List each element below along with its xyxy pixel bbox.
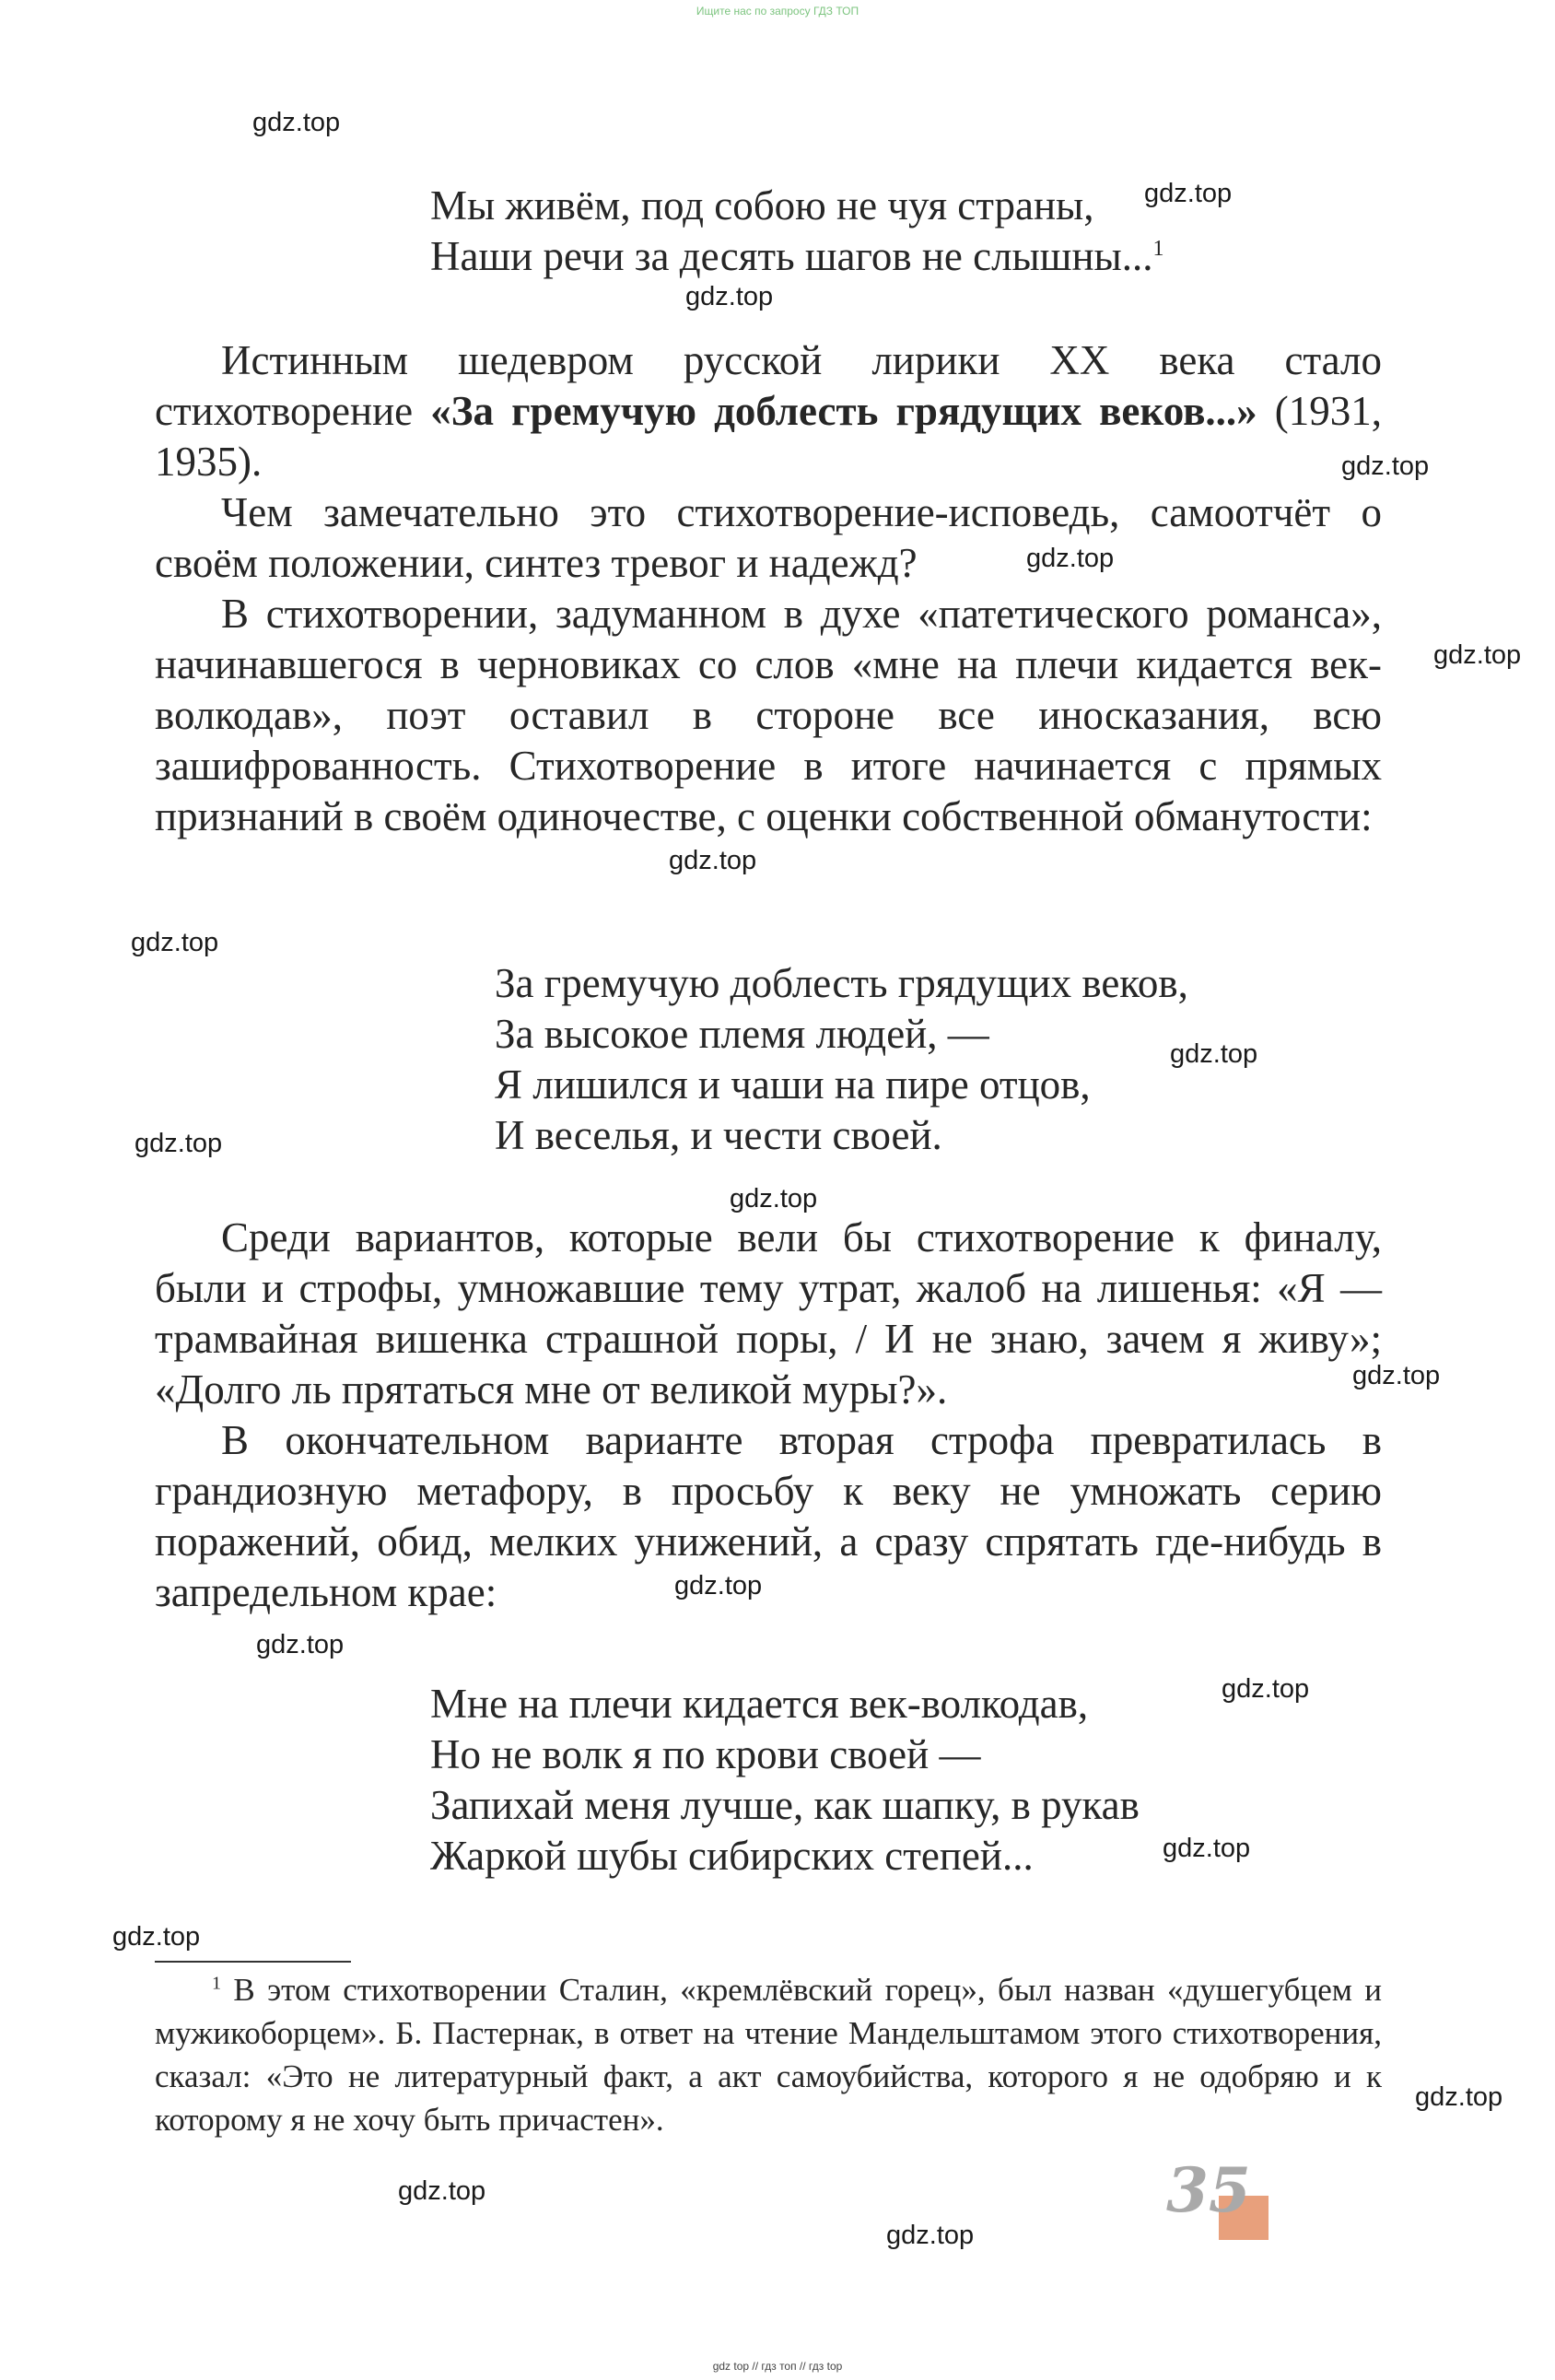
watermark: gdz.top bbox=[256, 1630, 345, 1659]
watermark: gdz.top bbox=[730, 1184, 818, 1213]
verse-3-line: Запихай меня лучше, как шапку, в рукав bbox=[430, 1782, 1140, 1828]
paragraph-2: Чем замечательно это стихотворение-исповедь, самоотчёт о своём положении, синтез тревог и надежд? bbox=[155, 489, 1382, 586]
verse-3-line: Мне на плечи кидается век-волкодав, bbox=[430, 1681, 1089, 1727]
watermark: gdz.top bbox=[886, 2221, 975, 2250]
paragraph-5: В окончательном варианте вторая строфа превратилась в грандиозную метафору, в просьбу к веку не умножать серию поражений, обид, мелких унижений, а сразу спрятать где-нибудь в запредельном крае: bbox=[155, 1417, 1382, 1615]
paragraph-3: В стихотворении, задуманном в духе «патетического романса», начинавшегося в черновиках со слов «мне на плечи кидается век-волкодав», поэт оставил в стороне все иносказания, всю зашифрованность. Стихотворение в итоге начинается с прямых признаний в своём одиночестве, с оценки собственной обманутости: bbox=[155, 591, 1382, 839]
watermark: gdz.top bbox=[1026, 544, 1115, 573]
verse-2 bbox=[495, 958, 1188, 1161]
verse-1-line-1: Мы живём, под собою не чуя страны, bbox=[430, 182, 1094, 229]
paragraph-1: Истинным шедевром русской лирики XX века стало стихотворение «За гремучую доблесть грядущих веков...» (1931, 1935). bbox=[155, 337, 1382, 485]
watermark: gdz.top bbox=[674, 1571, 763, 1600]
watermark: gdz.top bbox=[134, 1129, 223, 1158]
footnote: $^1$ В этом стихотворении Сталин, «кремлёвский горец», был назван «душегубцем и мужикоборцем». Б. Пастернак, в ответ на чтение Мандельштамом этого стихотворения, сказал: «Это не литературный факт, а акт самоубийства, которого я не одобряю и к которому я не хочу быть причастен». bbox=[155, 1972, 1382, 2138]
top-banner: Ищите нас по запросу ГДЗ ТОП bbox=[696, 5, 859, 18]
bottom-banner: gdz top // гдз топ // гдз top bbox=[712, 2360, 843, 2373]
poem-title: «За гремучую доблесть грядущих веков...» bbox=[430, 388, 1257, 434]
page-number: 35 bbox=[1166, 2154, 1251, 2226]
watermark: gdz.top bbox=[1222, 1674, 1310, 1704]
verse-2-line: Я лишился и чаши на пире отцов, bbox=[495, 1061, 1091, 1108]
paragraph-4: Среди вариантов, которые вели бы стихотворение к финалу, были и строфы, умножавшие тему утрат, жалоб на лишенья: «Я — трамвайная вишенка страшной поры, / И не знаю, зачем я живу»; «Долго ль прятаться мне от великой муры?». bbox=[155, 1214, 1382, 1413]
watermark: gdz.top bbox=[1144, 179, 1233, 208]
footnote-mark: 1 bbox=[212, 1973, 221, 1994]
verse-1 bbox=[430, 181, 1164, 282]
footnote-divider bbox=[155, 1961, 351, 1963]
watermark: gdz.top bbox=[1163, 1834, 1251, 1863]
verse-2-line: За гремучую доблесть грядущих веков, bbox=[495, 960, 1188, 1006]
verse-3-line: Жаркой шубы сибирских степей... bbox=[430, 1833, 1034, 1879]
watermark: gdz.top bbox=[1170, 1039, 1258, 1069]
watermark: gdz.top bbox=[685, 282, 774, 311]
watermark: gdz.top bbox=[1415, 2082, 1503, 2112]
watermark: gdz.top bbox=[252, 108, 341, 137]
watermark: gdz.top bbox=[1433, 640, 1522, 670]
watermark: gdz.top bbox=[669, 846, 757, 875]
footnote-ref[interactable]: 1 bbox=[1152, 237, 1164, 261]
verse-2-line: И веселья, и чести своей. bbox=[495, 1112, 942, 1158]
verse-3 bbox=[430, 1679, 1140, 1882]
watermark: gdz.top bbox=[398, 2176, 486, 2206]
verse-2-line: За высокое племя людей, — bbox=[495, 1011, 989, 1057]
watermark: gdz.top bbox=[131, 928, 219, 957]
watermark: gdz.top bbox=[1341, 451, 1430, 481]
watermark: gdz.top bbox=[1352, 1361, 1441, 1390]
verse-3-line: Но не волк я по крови своей — bbox=[430, 1731, 981, 1777]
verse-1-line-2: Наши речи за десять шагов не слышны...$^1$ bbox=[430, 233, 1164, 279]
watermark: gdz.top bbox=[112, 1922, 201, 1952]
